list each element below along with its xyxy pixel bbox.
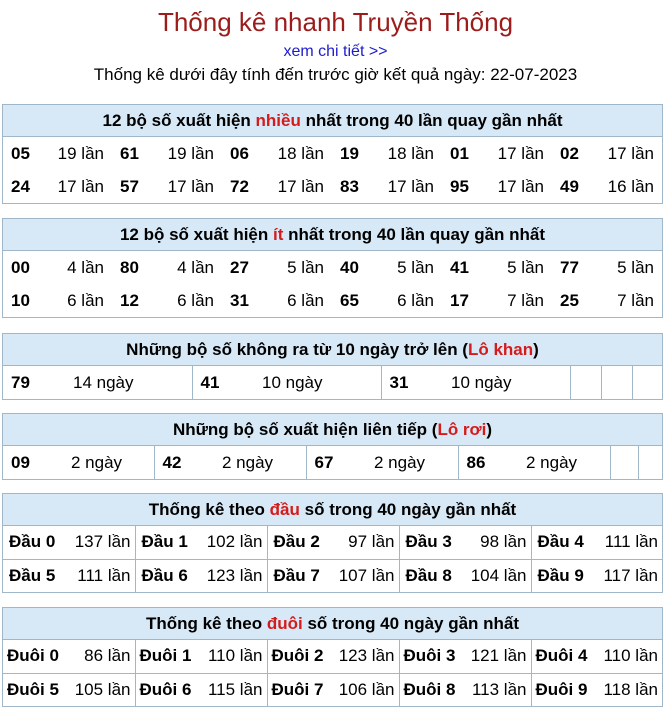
table-row — [3, 137, 662, 170]
table-row — [3, 526, 662, 559]
pair-count: 19 lần — [167, 143, 214, 163]
pair-days: 2 ngày — [202, 446, 306, 479]
table-row — [3, 559, 662, 592]
dau-count: 102 lần — [195, 526, 267, 559]
section-title — [3, 494, 662, 526]
empty-cell — [632, 366, 663, 399]
least-frequent-section — [2, 218, 663, 318]
dau-label: Đầu 0 — [9, 532, 56, 552]
pair-table — [3, 137, 662, 203]
title-highlight: đầu — [269, 500, 300, 519]
title-text: Những bộ số không ra từ 10 ngày trở lên ( — [126, 340, 468, 359]
pair-count: 6 lần — [397, 290, 434, 310]
pair-count: 17 lần — [167, 176, 214, 196]
pair-number: 09 — [11, 452, 30, 472]
title-text: Những bộ số xuất hiện liên tiếp ( — [172, 420, 438, 439]
title-text: số trong 40 ngày gần nhất — [302, 614, 520, 633]
duoi-label: Đuôi 7 — [267, 673, 331, 706]
section-title — [3, 334, 662, 366]
title-text: Thống kê theo — [148, 500, 270, 519]
lo-roi-section — [2, 413, 663, 480]
dau-label: Đầu 6 — [135, 559, 195, 592]
title-text: ) — [486, 420, 493, 439]
pair-number: 05 — [11, 143, 30, 163]
section-title — [3, 219, 662, 251]
lo-khan-section — [2, 333, 663, 400]
title-text: 12 bộ số xuất hiện — [102, 111, 256, 130]
pair-count: 5 lần — [617, 257, 654, 277]
duoi-label: Đuôi 5 — [3, 673, 67, 706]
section-title — [3, 414, 662, 446]
title-highlight: Lô khan — [467, 340, 534, 359]
detail-link[interactable]: xem chi tiết >> — [283, 43, 388, 60]
pair-count: 17 lần — [387, 176, 434, 196]
pair-days: 2 ngày — [506, 446, 610, 479]
pair-number: 01 — [450, 143, 469, 163]
title-highlight: ít — [273, 225, 284, 244]
pair-count: 17 lần — [277, 176, 324, 196]
lo-khan-table — [3, 366, 663, 399]
title-text: Thống kê theo — [145, 614, 267, 633]
dau-count: 97 lần — [327, 526, 399, 559]
pair-count: 5 lần — [287, 257, 324, 277]
table-row — [3, 366, 663, 399]
pair-count: 17 lần — [57, 176, 104, 196]
pair-days: 14 ngày — [51, 366, 192, 399]
duoi-count: 121 lần — [463, 640, 531, 673]
empty-cell — [638, 446, 664, 479]
title-highlight: đuôi — [266, 614, 303, 633]
pair-count: 6 lần — [67, 290, 104, 310]
pair-count: 5 lần — [507, 257, 544, 277]
duoi-label: Đuôi 0 — [7, 646, 59, 666]
pair-number: 65 — [340, 290, 359, 310]
pair-number: 40 — [340, 257, 359, 277]
dau-label: Đầu 4 — [537, 532, 584, 552]
title-text: 12 bộ số xuất hiện — [119, 225, 273, 244]
dau-label: Đầu 5 — [3, 559, 63, 592]
pair-number: 25 — [560, 290, 579, 310]
dau-count: 107 lần — [327, 559, 399, 592]
duoi-count: 110 lần — [199, 640, 267, 673]
duoi-count: 110 lần — [603, 646, 658, 666]
pair-count: 4 lần — [67, 257, 104, 277]
dau-count: 104 lần — [459, 559, 531, 592]
duoi-count: 115 lần — [199, 673, 267, 706]
most-frequent-section — [2, 104, 663, 204]
pair-number: 67 — [314, 452, 334, 472]
duoi-count: 86 lần — [67, 640, 135, 673]
pair-number: 41 — [200, 372, 220, 392]
pair-number: 61 — [120, 143, 139, 163]
pair-number: 77 — [560, 257, 579, 277]
title-text: nhất trong 40 lần quay gần nhất — [300, 111, 563, 130]
table-row — [3, 640, 662, 673]
pair-number: 42 — [162, 452, 182, 472]
empty-cell — [610, 446, 638, 479]
dau-label: Đầu 8 — [399, 559, 459, 592]
pair-days: 10 ngày — [429, 366, 570, 399]
pair-count: 7 lần — [617, 290, 654, 310]
duoi-label: Đuôi 4 — [535, 646, 588, 666]
duoi-label: Đuôi 1 — [139, 646, 192, 666]
pair-number: 86 — [466, 452, 486, 472]
duoi-section — [2, 607, 663, 707]
pair-count: 16 lần — [607, 176, 654, 196]
table-row — [3, 673, 662, 706]
dau-count: 111 lần — [604, 532, 658, 552]
pair-number: 02 — [560, 143, 579, 163]
dau-section — [2, 493, 663, 593]
duoi-count: 113 lần — [463, 673, 531, 706]
pair-number: 06 — [230, 143, 249, 163]
pair-number: 27 — [230, 257, 249, 277]
pair-number: 17 — [450, 290, 469, 310]
pair-days: 2 ngày — [51, 446, 154, 479]
section-title — [3, 608, 662, 640]
dau-table — [3, 526, 662, 592]
duoi-count: 118 lần — [595, 673, 662, 706]
pair-days: 2 ngày — [354, 446, 458, 479]
pair-count: 6 lần — [287, 290, 324, 310]
table-row — [3, 251, 662, 284]
page-title: Thống kê nhanh Truyền Thống — [157, 7, 514, 37]
pair-count: 6 lần — [177, 290, 214, 310]
pair-number: 80 — [120, 257, 139, 277]
table-row — [3, 284, 662, 317]
duoi-table — [3, 640, 662, 706]
empty-cell — [601, 366, 632, 399]
dau-label: Đầu 7 — [267, 559, 327, 592]
lo-roi-table — [3, 446, 664, 479]
duoi-label: Đuôi 2 — [271, 646, 324, 666]
duoi-label: Đuôi 3 — [403, 646, 456, 666]
pair-count: 4 lần — [177, 257, 214, 277]
title-text: số trong 40 ngày gần nhất — [299, 500, 517, 519]
pair-number: 12 — [120, 290, 139, 310]
title-text: ) — [533, 340, 539, 359]
pair-number: 10 — [11, 290, 30, 310]
pair-count: 17 lần — [497, 176, 544, 196]
dau-label: Đầu 3 — [405, 532, 452, 552]
pair-number: 24 — [11, 176, 30, 196]
pair-count: 17 lần — [607, 143, 654, 163]
pair-count: 5 lần — [397, 257, 434, 277]
pair-number: 49 — [560, 176, 579, 196]
duoi-count: 123 lần — [331, 640, 399, 673]
pair-number: 19 — [340, 143, 359, 163]
dau-label: Đầu 2 — [273, 532, 320, 552]
duoi-count: 105 lần — [67, 673, 135, 706]
pair-count: 18 lần — [387, 143, 434, 163]
pair-count: 7 lần — [507, 290, 544, 310]
title-highlight: nhiều — [255, 111, 301, 130]
pair-count: 18 lần — [277, 143, 324, 163]
pair-days: 10 ngày — [240, 366, 381, 399]
duoi-label: Đuôi 6 — [135, 673, 199, 706]
dau-count: 111 lần — [63, 559, 135, 592]
pair-count: 19 lần — [57, 143, 104, 163]
duoi-count: 106 lần — [331, 673, 399, 706]
dau-count: 98 lần — [459, 526, 531, 559]
dau-count: 123 lần — [195, 559, 267, 592]
pair-number: 72 — [230, 176, 249, 196]
pair-number: 31 — [389, 372, 409, 392]
duoi-label: Đuôi 8 — [399, 673, 463, 706]
pair-number: 00 — [11, 257, 30, 277]
page-subtitle: Thống kê dưới đây tính đến trước giờ kết quả ngày: 22-07-2023 — [93, 65, 578, 84]
dau-label: Đầu 9 — [531, 559, 591, 592]
title-highlight: Lô rơi — [437, 420, 487, 439]
dau-label: Đầu 1 — [141, 532, 188, 552]
section-title — [3, 105, 662, 137]
dau-count: 117 lần — [591, 559, 662, 592]
pair-number: 79 — [11, 372, 30, 392]
table-row — [3, 170, 662, 203]
table-row — [3, 446, 664, 479]
pair-number: 95 — [450, 176, 469, 196]
empty-cell — [570, 366, 601, 399]
page-header — [0, 0, 671, 86]
pair-number: 57 — [120, 176, 139, 196]
pair-number: 83 — [340, 176, 359, 196]
pair-table — [3, 251, 662, 317]
pair-count: 17 lần — [497, 143, 544, 163]
duoi-label: Đuôi 9 — [531, 673, 595, 706]
dau-count: 137 lần — [63, 526, 135, 559]
pair-number: 41 — [450, 257, 469, 277]
title-text: nhất trong 40 lần quay gần nhất — [283, 225, 546, 244]
pair-number: 31 — [230, 290, 249, 310]
